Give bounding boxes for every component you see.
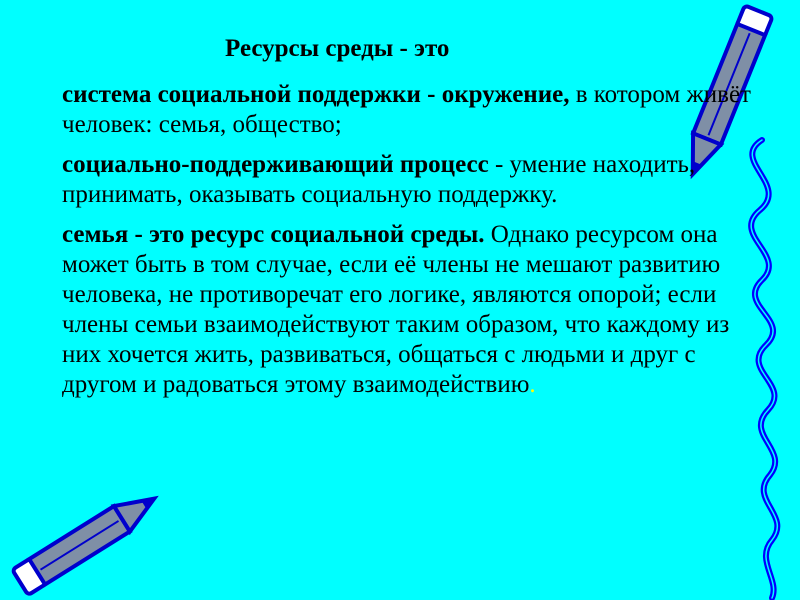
slide-body xyxy=(62,80,770,410)
paragraph-tail: . xyxy=(529,371,536,398)
paragraph xyxy=(62,80,770,140)
paragraph-text: в котором живёт человек: семья, общество; xyxy=(62,81,751,138)
paragraph-text: - умение находить, принимать, оказывать социальную поддержку. xyxy=(62,151,696,208)
pencil-icon xyxy=(0,470,175,600)
paragraph-text: Однако ресурсом она может быть в том случае, если её члены не мешают развитию человека, не противоречат его логике, являются опорой; если члены семьи взаимодействуют таким образом, что каждому из них хочется жить, развиваться, общаться с людьми и друг с другом и радоваться этому взаимодействию xyxy=(62,221,730,398)
paragraph-lead: социально-поддерживающий процесс xyxy=(62,151,489,178)
paragraph xyxy=(62,220,770,400)
slide-title: Ресурсы среды - это xyxy=(225,35,450,62)
paragraph-lead: система социальной поддержки - окружение, xyxy=(62,81,570,108)
paragraph xyxy=(62,150,770,210)
paragraph-lead: семья - это ресурс социальной среды. xyxy=(62,221,485,248)
